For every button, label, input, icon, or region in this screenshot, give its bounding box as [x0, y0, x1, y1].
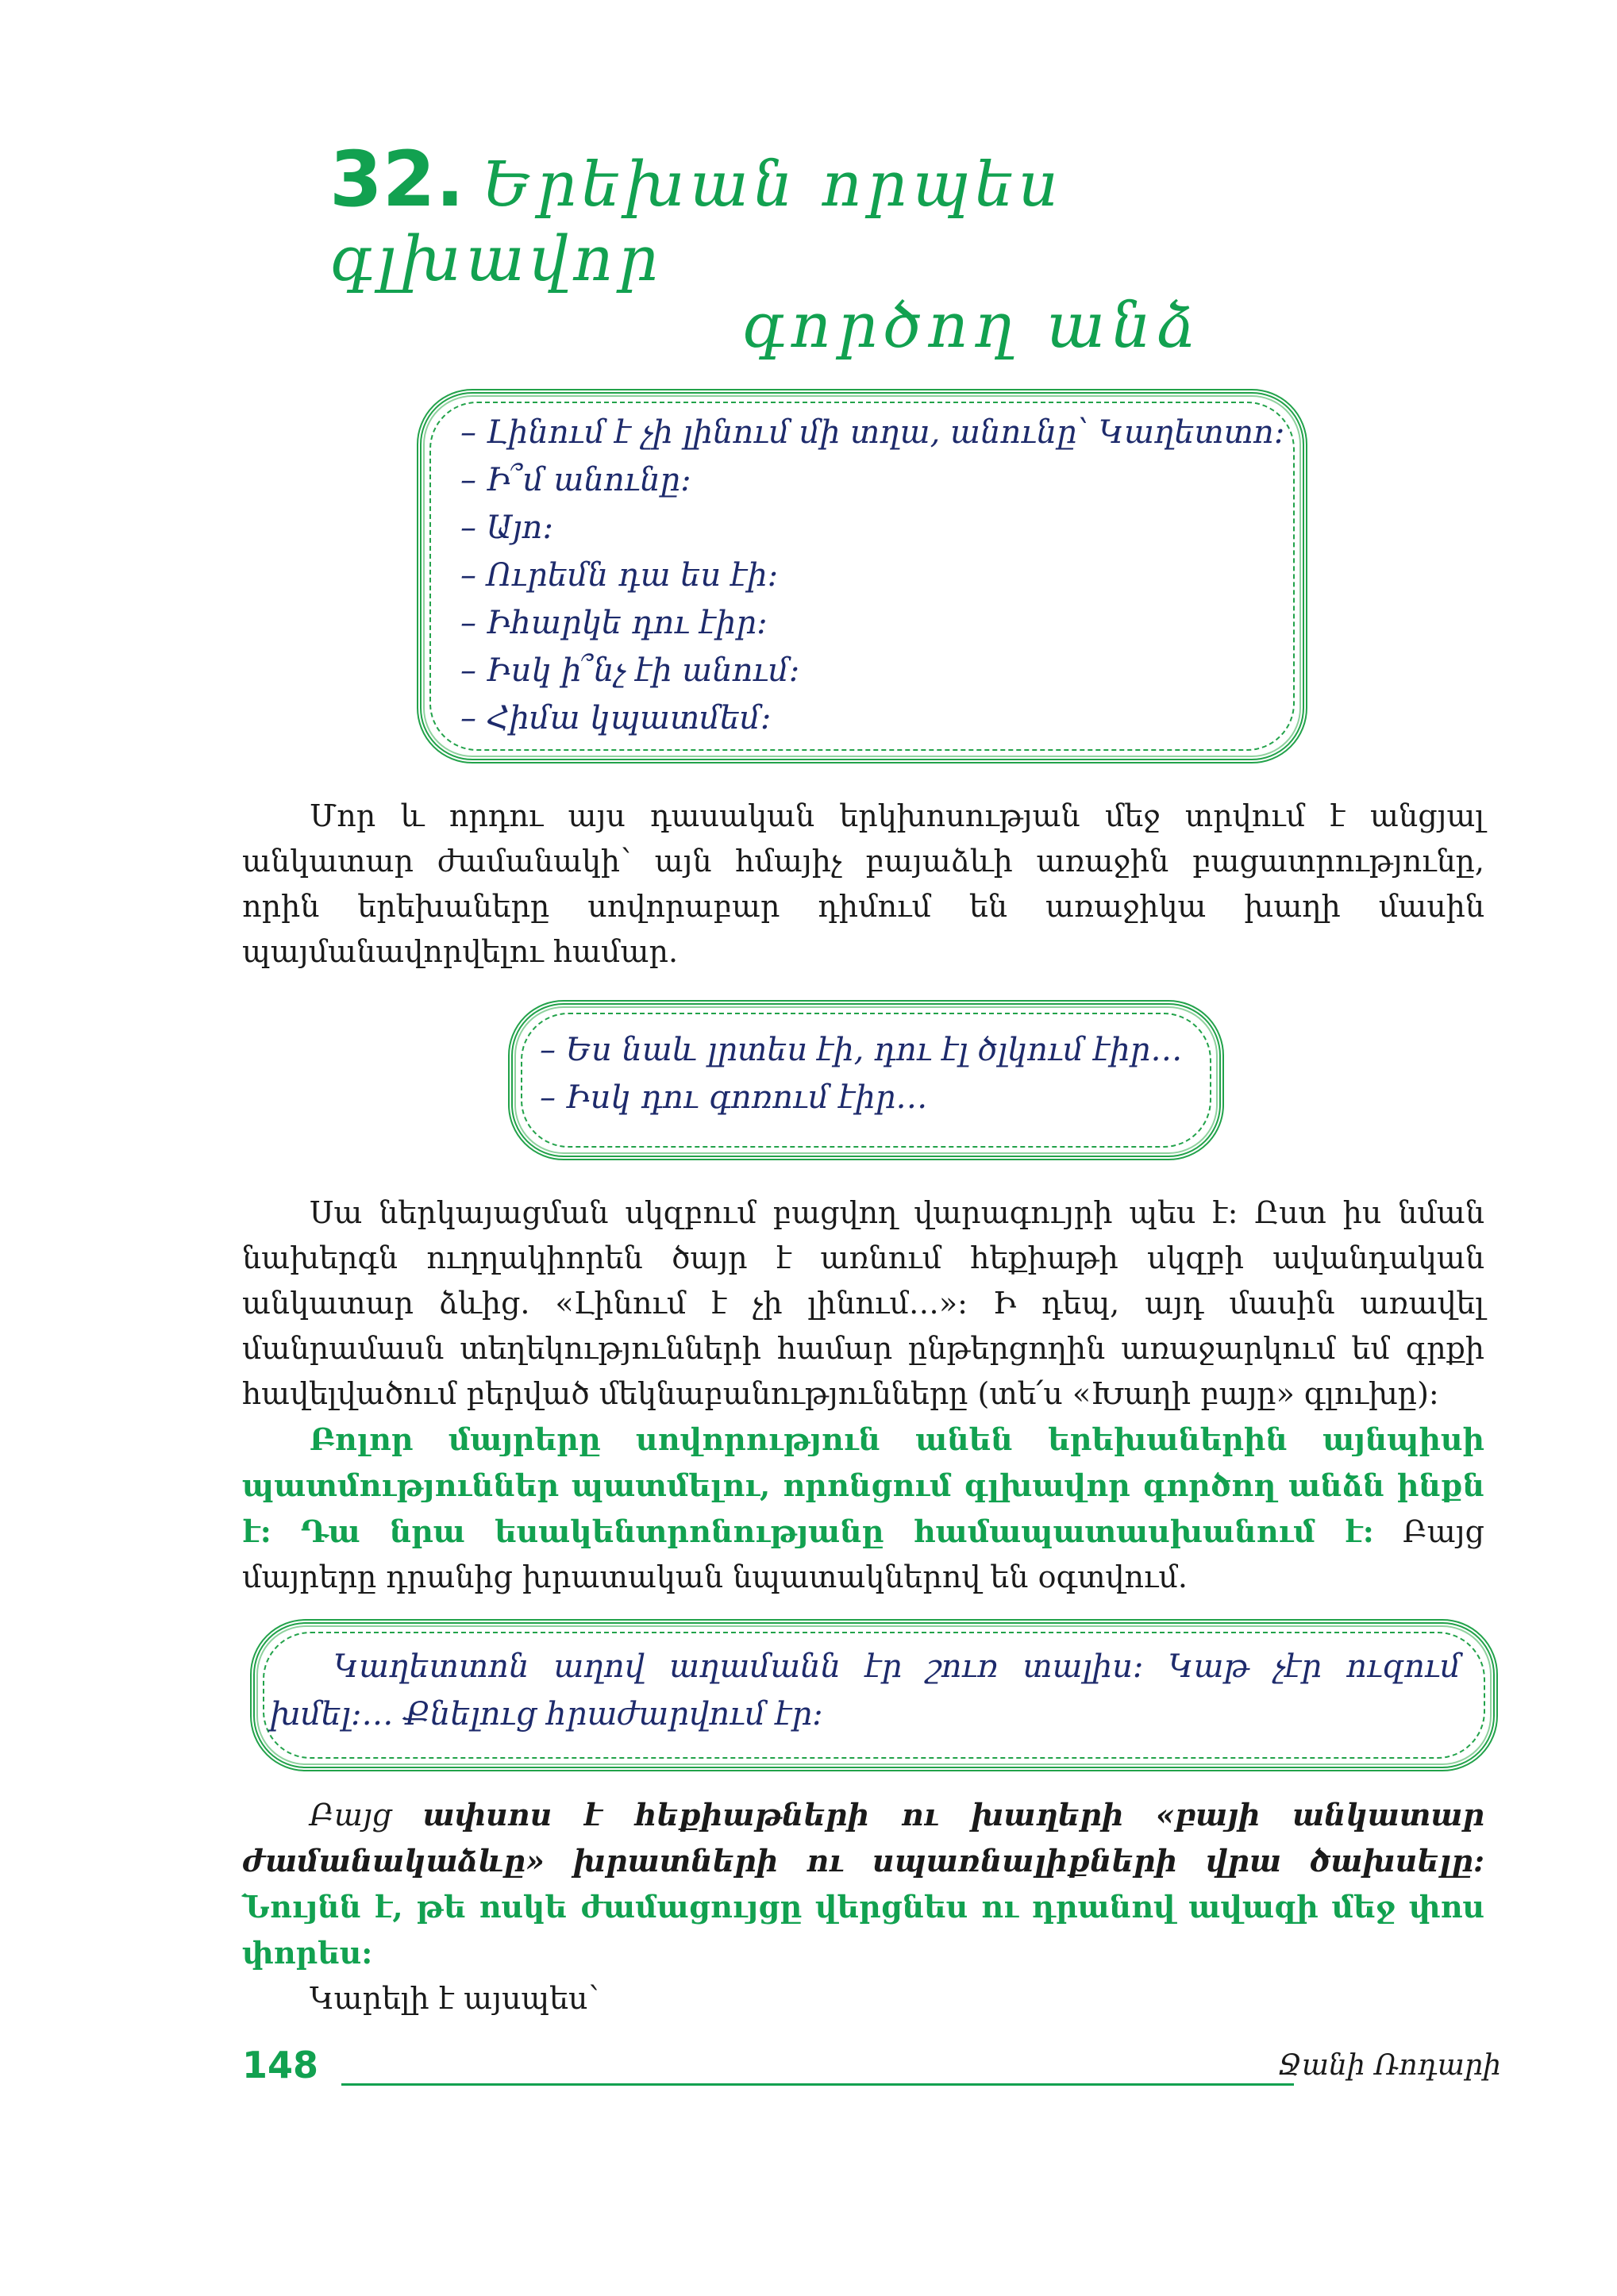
- paragraph-5-text: Կարելի է այսպես՝: [310, 1981, 599, 2016]
- chapter-title-line1: Երեխան որպես գլխավոր: [329, 149, 1063, 295]
- dialog-2-line: – Ես նաև լրտես էի, դու էլ ծլկում էիր…: [540, 1032, 1183, 1068]
- dialog-3: [270, 1643, 1461, 1738]
- paragraph-3-bold: Բոլոր մայրերը սովորություն անեն երեխաներին այնպիսի պատմություններ պատմելու, որոնցում գլխավոր գործող անձն ինքն է: Դա նրա եսակենտրոնությանը համապատասխանում է:: [242, 1421, 1484, 1549]
- chapter-title-line2: գործող անձ: [741, 290, 1203, 362]
- chapter-number: 32.: [329, 135, 465, 224]
- paragraph-3: [242, 1417, 1484, 1600]
- dialog-2-line: – Իսկ դու գոռում էիր…: [540, 1079, 928, 1116]
- paragraph-4-italic: Բայց: [310, 1798, 423, 1833]
- dialog-1-line: – Լինում է չի լինում մի տղա, անունը՝ Կաղետտո:: [460, 414, 1285, 451]
- paragraph-3-rest: Բայց մայրերը դրանից խրատական նպատակներով են օգտվում.: [242, 1514, 1484, 1594]
- dialog-1-line: – Իսկ ի՞նչ էի անում:: [460, 652, 800, 689]
- paragraph-1: [242, 794, 1484, 975]
- dialog-3-text: Կաղետտոն աղով աղամանն էր շուռ տալիս: Կաթ չէր ուզում խմել:… Քնելուց հրաժարվում էր:: [270, 1648, 1461, 1733]
- dialog-1-line: – Իհարկե դու էիր:: [460, 605, 768, 641]
- footer-author: Ջանի Ռոդարի: [1278, 2049, 1501, 2082]
- paragraph-4-green: Նույնն է, թե ոսկե ժամացույցը վերցնես ու դրանով ավազի մեջ փոս փորես:: [242, 1889, 1484, 1971]
- dialog-1-line: – Ուրեմն դա ես էի:: [460, 557, 779, 594]
- paragraph-4-bold-italic: ափսոս է հեքիաթների ու խաղերի «բայի անկատար ժամանակաձևը» խրատների ու սպառնալիքների վրա ծախսելը:: [242, 1797, 1484, 1879]
- footer-rule: [341, 2083, 1294, 2086]
- dialog-1: [460, 409, 1284, 742]
- dialog-1-line: – Այո:: [460, 510, 553, 546]
- paragraph-2: [242, 1190, 1484, 1600]
- chapter-title: [329, 135, 1266, 362]
- dialog-1-line: – Հիմա կպատմեմ:: [460, 700, 772, 736]
- paragraph-1-text: Մոր և որդու այս դասական երկխոսության մեջ տրվում է անցյալ անկատար ժամանակի՝ այն հմայիչ բայաձևի առաջին բացատրությունը, որին երեխաները սովորաբար դիմում են առաջիկա խաղի մասին պայմանավորվելու համար.: [242, 798, 1484, 969]
- dialog-2: [540, 1026, 1182, 1121]
- paragraph-4: [242, 1792, 1484, 2021]
- page-number: 148: [242, 2044, 319, 2086]
- paragraph-4-text: [242, 1792, 1484, 1976]
- paragraph-2-text: Սա ներկայացման սկզբում բացվող վարագույրի պես է: Ըստ իս նման նախերգն ուղղակիորեն ծայր է առնում հեքիաթի սկզբի ավանդական անկատար ձևից. «Լինում է չի լինում…»: Ի դեպ, այդ մասին առավել մանրամասն տեղեկությունների համար ընթերցողին առաջարկում եմ գրքի հավելվածում բերված մեկնաբանությունները (տե՛ս «Խաղի բայը» գլուխը):: [242, 1195, 1484, 1411]
- dialog-1-line: – Ի՞մ անունը:: [460, 462, 691, 498]
